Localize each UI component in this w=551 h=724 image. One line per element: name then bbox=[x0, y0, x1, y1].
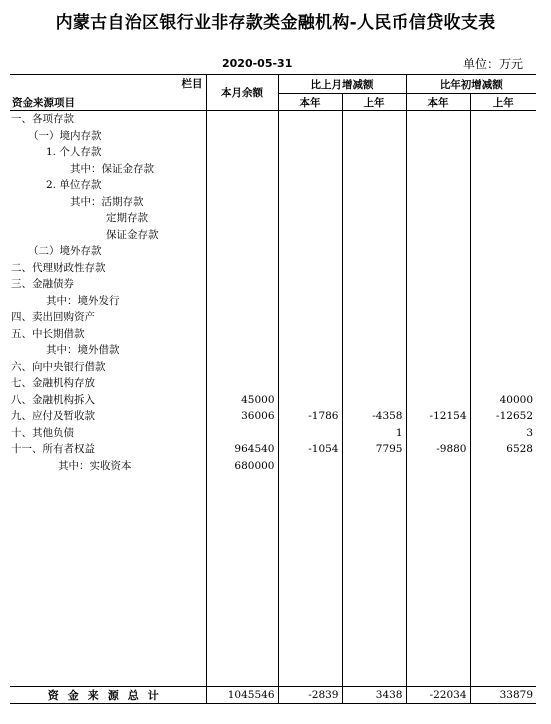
cell-month-last-year bbox=[342, 144, 406, 161]
cell-ytd-last-year bbox=[470, 293, 536, 310]
cell-month-last-year bbox=[342, 293, 406, 310]
row-label: 其中：境外借款 bbox=[46, 344, 120, 357]
cell-ytd-this-year bbox=[406, 177, 470, 194]
header-month-last-year: 上年 bbox=[342, 94, 406, 111]
table-body bbox=[10, 111, 536, 475]
cell-ytd-last-year bbox=[470, 309, 536, 326]
cell-ytd-this-year bbox=[406, 309, 470, 326]
table-row bbox=[10, 243, 536, 260]
total-row bbox=[10, 687, 536, 704]
cell-month-last-year bbox=[342, 194, 406, 211]
table-row bbox=[10, 210, 536, 227]
cell-month-last-year bbox=[342, 111, 406, 128]
cell-balance bbox=[206, 128, 278, 145]
cell-balance bbox=[206, 144, 278, 161]
cell-month-last-year bbox=[342, 375, 406, 392]
table-row bbox=[10, 425, 536, 442]
cell-balance bbox=[206, 227, 278, 244]
credit-table bbox=[10, 74, 536, 704]
cell-balance bbox=[206, 375, 278, 392]
cell-month-last-year bbox=[342, 276, 406, 293]
cell-month-last-year bbox=[342, 227, 406, 244]
cell-ytd-this-year bbox=[406, 194, 470, 211]
cell-ytd-this-year: -12154 bbox=[406, 408, 470, 425]
cell-ytd-last-year bbox=[470, 194, 536, 211]
row-label: （二）境外存款 bbox=[28, 245, 102, 258]
row-label: 定期存款 bbox=[106, 212, 148, 225]
cell-balance bbox=[206, 260, 278, 277]
cell-month-this-year bbox=[278, 260, 342, 277]
cell-balance bbox=[206, 425, 278, 442]
cell-month-this-year bbox=[278, 309, 342, 326]
unit-label: 单位：万元 bbox=[462, 57, 523, 71]
cell-month-last-year bbox=[342, 342, 406, 359]
cell-month-this-year bbox=[278, 326, 342, 343]
cell-ytd-this-year bbox=[406, 210, 470, 227]
cell-month-this-year bbox=[278, 342, 342, 359]
cell-ytd-this-year bbox=[406, 161, 470, 178]
table-row bbox=[10, 144, 536, 161]
table-row bbox=[10, 161, 536, 178]
cell-ytd-this-year bbox=[406, 342, 470, 359]
cell-ytd-last-year: 3 bbox=[470, 425, 536, 442]
cell-ytd-this-year bbox=[406, 392, 470, 409]
report-date: 2020-05-31 bbox=[222, 57, 293, 70]
cell-balance bbox=[206, 243, 278, 260]
cell-ytd-last-year bbox=[470, 243, 536, 260]
table-row bbox=[10, 342, 536, 359]
table-row bbox=[10, 458, 536, 475]
cell-balance bbox=[206, 194, 278, 211]
cell-balance: 36006 bbox=[206, 408, 278, 425]
row-label: 八、金融机构拆入 bbox=[11, 393, 95, 406]
cell-ytd-this-year bbox=[406, 425, 470, 442]
table-row bbox=[10, 227, 536, 244]
cell-ytd-this-year bbox=[406, 276, 470, 293]
cell-ytd-this-year bbox=[406, 359, 470, 376]
cell-balance bbox=[206, 293, 278, 310]
cell-ytd-last-year bbox=[470, 177, 536, 194]
row-label: （一）境内存款 bbox=[28, 129, 102, 142]
cell-ytd-last-year bbox=[470, 128, 536, 145]
total-balance: 1045546 bbox=[206, 687, 278, 704]
cell-ytd-last-year: 6528 bbox=[470, 441, 536, 458]
cell-month-last-year bbox=[342, 210, 406, 227]
table-row bbox=[10, 128, 536, 145]
cell-month-this-year bbox=[278, 243, 342, 260]
cell-month-this-year bbox=[278, 177, 342, 194]
row-label: 四、卖出回购资产 bbox=[11, 311, 95, 324]
cell-month-last-year bbox=[342, 326, 406, 343]
cell-month-this-year bbox=[278, 276, 342, 293]
table-blank-area bbox=[10, 474, 536, 687]
table-row bbox=[10, 441, 536, 458]
header-balance: 本月余额 bbox=[206, 75, 278, 111]
row-label: 一、各项存款 bbox=[11, 113, 74, 126]
cell-ytd-last-year bbox=[470, 326, 536, 343]
cell-month-last-year: 7795 bbox=[342, 441, 406, 458]
cell-ytd-this-year bbox=[406, 293, 470, 310]
cell-month-this-year bbox=[278, 128, 342, 145]
cell-month-last-year bbox=[342, 243, 406, 260]
cell-month-this-year bbox=[278, 293, 342, 310]
cell-balance bbox=[206, 326, 278, 343]
table-row bbox=[10, 111, 536, 128]
cell-month-last-year: -4358 bbox=[342, 408, 406, 425]
cell-month-this-year bbox=[278, 375, 342, 392]
cell-month-this-year bbox=[278, 194, 342, 211]
row-label: 其中：实收资本 bbox=[58, 459, 132, 472]
header-ytd-this-year: 本年 bbox=[406, 94, 470, 111]
header-vs-last-month: 比上月增减额 bbox=[278, 75, 406, 94]
total-month-last-year: 3438 bbox=[342, 687, 406, 704]
row-label: 其中：境外发行 bbox=[46, 294, 120, 307]
cell-ytd-last-year bbox=[470, 111, 536, 128]
page-title: 内蒙古自治区银行业非存款类金融机构-人民币信贷收支表 bbox=[55, 13, 496, 33]
cell-ytd-this-year bbox=[406, 144, 470, 161]
cell-month-this-year bbox=[278, 359, 342, 376]
row-label: 十一、所有者权益 bbox=[11, 443, 95, 456]
cell-ytd-last-year bbox=[470, 260, 536, 277]
header-ytd-last-year: 上年 bbox=[470, 94, 536, 111]
cell-balance: 680000 bbox=[206, 458, 278, 475]
cell-month-this-year bbox=[278, 144, 342, 161]
cell-month-this-year bbox=[278, 458, 342, 475]
cell-month-this-year: -1786 bbox=[278, 408, 342, 425]
cell-balance bbox=[206, 161, 278, 178]
table-row bbox=[10, 392, 536, 409]
cell-month-last-year bbox=[342, 128, 406, 145]
row-label: 其中：活期存款 bbox=[70, 195, 144, 208]
row-label: 1. 个人存款 bbox=[46, 146, 102, 159]
cell-month-this-year: -1054 bbox=[278, 441, 342, 458]
table-row bbox=[10, 408, 536, 425]
cell-ytd-this-year bbox=[406, 128, 470, 145]
table-row bbox=[10, 276, 536, 293]
table-row bbox=[10, 359, 536, 376]
cell-ytd-this-year bbox=[406, 227, 470, 244]
cell-month-this-year bbox=[278, 111, 342, 128]
cell-ytd-this-year bbox=[406, 375, 470, 392]
table-row bbox=[10, 260, 536, 277]
cell-balance bbox=[206, 359, 278, 376]
row-label: 六、向中央银行借款 bbox=[11, 360, 106, 373]
cell-month-last-year bbox=[342, 309, 406, 326]
cell-ytd-this-year bbox=[406, 111, 470, 128]
cell-month-last-year: 1 bbox=[342, 425, 406, 442]
row-label: 三、金融债券 bbox=[11, 278, 74, 291]
cell-month-this-year bbox=[278, 392, 342, 409]
total-ytd-last-year: 33879 bbox=[470, 687, 536, 704]
cell-month-last-year bbox=[342, 260, 406, 277]
cell-month-this-year bbox=[278, 425, 342, 442]
row-label-header: 资金来源项目 bbox=[12, 97, 75, 109]
cell-ytd-this-year bbox=[406, 458, 470, 475]
cell-ytd-last-year bbox=[470, 276, 536, 293]
cell-month-this-year bbox=[278, 227, 342, 244]
table-row bbox=[10, 177, 536, 194]
cell-month-last-year bbox=[342, 392, 406, 409]
cell-balance bbox=[206, 111, 278, 128]
table-row bbox=[10, 194, 536, 211]
row-label: 九、应付及暂收款 bbox=[11, 410, 95, 423]
total-month-this-year: -2839 bbox=[278, 687, 342, 704]
row-label: 其中：保证金存款 bbox=[70, 162, 154, 175]
column-index-label: 栏目 bbox=[181, 78, 203, 90]
cell-ytd-this-year bbox=[406, 326, 470, 343]
cell-ytd-last-year: 40000 bbox=[470, 392, 536, 409]
header-month-this-year: 本年 bbox=[278, 94, 342, 111]
cell-ytd-this-year bbox=[406, 260, 470, 277]
table-row bbox=[10, 326, 536, 343]
total-ytd-this-year: -22034 bbox=[406, 687, 470, 704]
cell-month-last-year bbox=[342, 458, 406, 475]
table-row bbox=[10, 309, 536, 326]
cell-ytd-last-year bbox=[470, 342, 536, 359]
cell-ytd-last-year bbox=[470, 227, 536, 244]
row-label: 五、中长期借款 bbox=[11, 327, 85, 340]
row-label: 保证金存款 bbox=[106, 228, 159, 241]
cell-ytd-this-year: -9880 bbox=[406, 441, 470, 458]
cell-month-last-year bbox=[342, 177, 406, 194]
cell-balance bbox=[206, 177, 278, 194]
cell-ytd-last-year bbox=[470, 458, 536, 475]
row-label: 2. 单位存款 bbox=[46, 179, 102, 192]
cell-balance bbox=[206, 309, 278, 326]
row-label: 十、其他负债 bbox=[11, 426, 74, 439]
cell-balance: 45000 bbox=[206, 392, 278, 409]
cell-balance bbox=[206, 210, 278, 227]
cell-ytd-last-year bbox=[470, 210, 536, 227]
cell-balance bbox=[206, 342, 278, 359]
cell-month-last-year bbox=[342, 359, 406, 376]
row-label: 二、代理财政性存款 bbox=[11, 261, 106, 274]
total-label: 资金来源总计 bbox=[10, 687, 206, 704]
cell-balance bbox=[206, 276, 278, 293]
row-label: 七、金融机构存放 bbox=[11, 377, 95, 390]
table-row bbox=[10, 293, 536, 310]
header-corner bbox=[10, 75, 206, 111]
cell-month-this-year bbox=[278, 161, 342, 178]
cell-ytd-last-year bbox=[470, 375, 536, 392]
cell-ytd-this-year bbox=[406, 243, 470, 260]
header-vs-year-start: 比年初增减额 bbox=[406, 75, 536, 94]
table-row bbox=[10, 375, 536, 392]
cell-month-last-year bbox=[342, 161, 406, 178]
cell-ytd-last-year bbox=[470, 144, 536, 161]
cell-ytd-last-year bbox=[470, 161, 536, 178]
cell-ytd-last-year bbox=[470, 359, 536, 376]
cell-balance: 964540 bbox=[206, 441, 278, 458]
cell-ytd-last-year: -12652 bbox=[470, 408, 536, 425]
cell-month-this-year bbox=[278, 210, 342, 227]
